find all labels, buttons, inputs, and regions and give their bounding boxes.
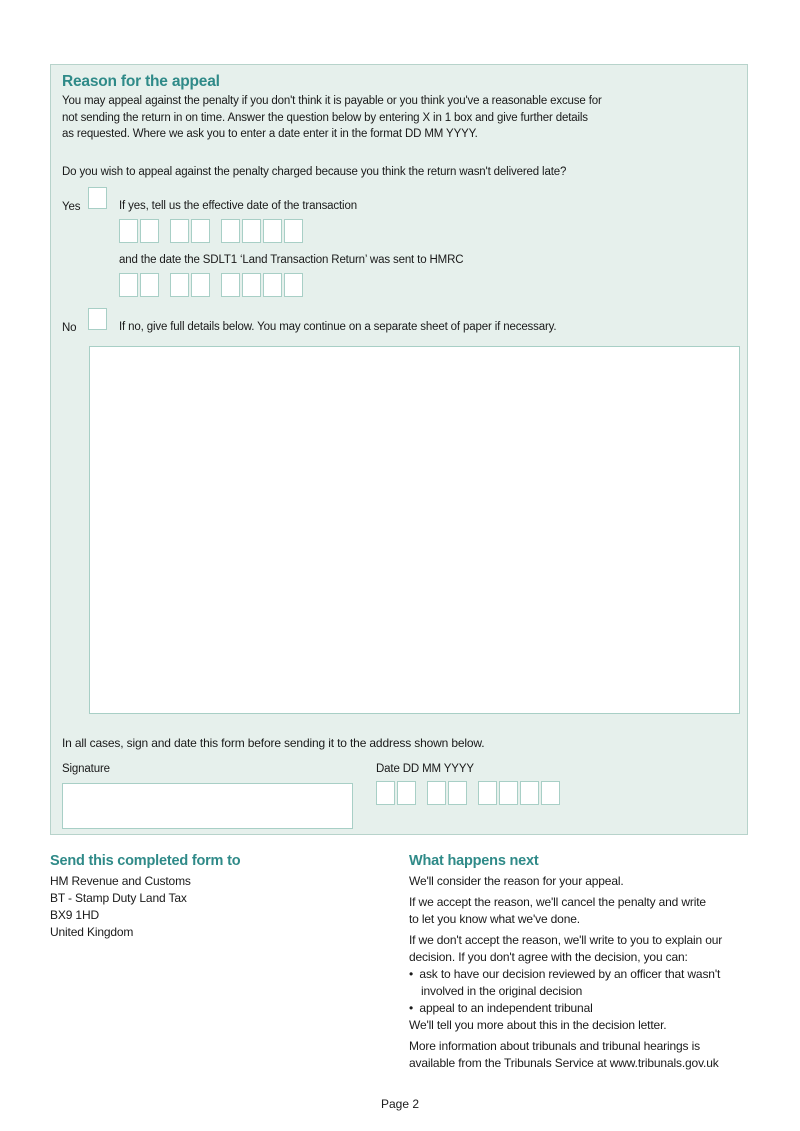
intro-text: You may appeal against the penalty if you don't think it is payable or you think you've a reasonable excuse for not sending the return in on time. Answer the question below by entering X in 1 box and give further details as requested. Where we ask you to enter a date enter it in the format DD MM YYYY.: [62, 95, 602, 140]
bullet-item: • appeal to an independent tribunal: [409, 1001, 593, 1015]
sign-date-month-1[interactable]: [427, 781, 446, 805]
yes-instruction: If yes, tell us the effective date of the transaction: [119, 200, 357, 212]
effective-date-day-2[interactable]: [140, 219, 159, 243]
sign-date-year-2[interactable]: [499, 781, 518, 805]
no-label: No: [62, 322, 77, 334]
bullet-item: • ask to have our decision reviewed by an officer that wasn't: [409, 967, 721, 981]
signature-field[interactable]: [62, 783, 353, 829]
details-textarea[interactable]: [89, 346, 740, 714]
yes-checkbox[interactable]: [88, 187, 107, 209]
next-paragraph: We'll consider the reason for your appeal.: [409, 874, 624, 888]
no-checkbox[interactable]: [88, 308, 107, 330]
next-paragraph: We'll tell you more about this in the decision letter.: [409, 1018, 667, 1032]
next-paragraph: decision. If you don't agree with the decision, you can:: [409, 950, 688, 964]
return-date-month-1[interactable]: [170, 273, 189, 297]
sign-date-day-2[interactable]: [397, 781, 416, 805]
next-paragraph: available from the Tribunals Service at www.tribunals.gov.uk: [409, 1056, 719, 1070]
return-date-month-2[interactable]: [191, 273, 210, 297]
sign-date-year-4[interactable]: [541, 781, 560, 805]
address-line: United Kingdom: [50, 925, 134, 939]
effective-date-year-2[interactable]: [242, 219, 261, 243]
effective-date-day-1[interactable]: [119, 219, 138, 243]
bullet-item-continued: involved in the original decision: [421, 984, 583, 998]
effective-date-year-3[interactable]: [263, 219, 282, 243]
effective-date-month-2[interactable]: [191, 219, 210, 243]
return-date-year-2[interactable]: [242, 273, 261, 297]
date-label: Date DD MM YYYY: [376, 763, 474, 775]
next-paragraph: If we don't accept the reason, we'll write to you to explain our: [409, 933, 723, 947]
yes-label: Yes: [62, 201, 81, 213]
sign-date-month-2[interactable]: [448, 781, 467, 805]
next-paragraph: to let you know what we've done.: [409, 912, 580, 926]
return-sent-instruction: and the date the SDLT1 ‘Land Transaction Return’ was sent to HMRC: [119, 254, 464, 266]
return-date-year-4[interactable]: [284, 273, 303, 297]
sign-date-year-3[interactable]: [520, 781, 539, 805]
what-happens-next-section: [409, 853, 779, 1072]
no-instruction: If no, give full details below. You may continue on a separate sheet of paper if necessary.: [119, 321, 557, 333]
address-line: BX9 1HD: [50, 908, 99, 922]
address-line: HM Revenue and Customs: [50, 874, 191, 888]
section-title: Reason for the appeal: [62, 73, 220, 90]
effective-date-year-4[interactable]: [284, 219, 303, 243]
address-line: BT - Stamp Duty Land Tax: [50, 891, 187, 905]
next-paragraph: More information about tribunals and tribunal hearings is: [409, 1039, 700, 1053]
sign-date-day-1[interactable]: [376, 781, 395, 805]
next-title: What happens next: [409, 853, 539, 869]
return-date-day-1[interactable]: [119, 273, 138, 297]
sign-date-year-1[interactable]: [478, 781, 497, 805]
page-number: Page 2: [380, 1097, 420, 1111]
return-date-year-3[interactable]: [263, 273, 282, 297]
question-text: Do you wish to appeal against the penalty charged because you think the return wasn't delivered late?: [62, 166, 567, 178]
send-to-section: [50, 853, 370, 941]
return-date-day-2[interactable]: [140, 273, 159, 297]
effective-date-month-1[interactable]: [170, 219, 189, 243]
signature-label: Signature: [62, 763, 110, 775]
send-to-title: Send this completed form to: [50, 853, 241, 869]
return-date-year-1[interactable]: [221, 273, 240, 297]
next-paragraph: If we accept the reason, we'll cancel the penalty and write: [409, 895, 706, 909]
sign-instruction: In all cases, sign and date this form before sending it to the address shown below.: [62, 736, 485, 750]
reason-section: [50, 64, 748, 835]
effective-date-year-1[interactable]: [221, 219, 240, 243]
